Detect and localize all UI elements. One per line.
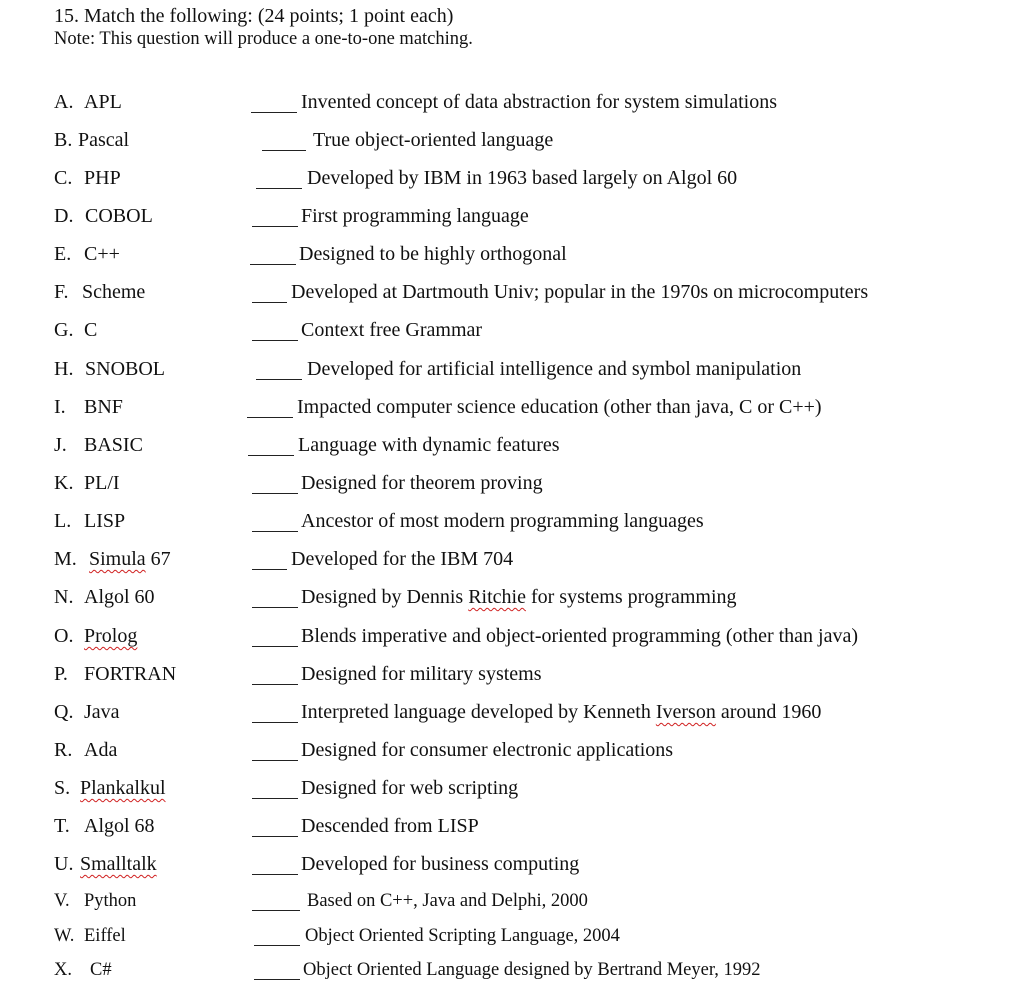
definition-text: Designed for military systems <box>301 663 542 685</box>
term-name <box>84 395 123 419</box>
term-letter: N. <box>54 586 74 608</box>
term-letter: M. <box>54 548 77 570</box>
definition-text: Context free Grammar <box>301 319 483 341</box>
term-name-text: Prolog <box>84 625 138 647</box>
answer-blank[interactable] <box>247 417 293 418</box>
term-name-text: PHP <box>84 167 121 189</box>
definition-text: Based on C++, Java and Delphi, 2000 <box>307 891 588 911</box>
term-name-text: Plankalkul <box>80 777 166 799</box>
term-name <box>84 624 137 648</box>
definition-text: Designed to be highly orthogonal <box>299 243 567 265</box>
term-name-text: C <box>84 319 98 341</box>
answer-blank[interactable] <box>252 910 300 911</box>
answer-blank[interactable] <box>252 302 287 303</box>
term-name-text: Java <box>84 701 120 723</box>
term-name <box>84 700 120 724</box>
term-name <box>90 958 112 982</box>
term-letter: B. <box>54 129 73 151</box>
answer-blank[interactable] <box>252 684 298 685</box>
definition-text: Developed for the IBM 704 <box>291 548 514 570</box>
answer-blank[interactable] <box>252 569 287 570</box>
term-name-text: Python <box>84 891 137 911</box>
term-name-text: Eiffel <box>84 926 126 946</box>
term-letter: V. <box>54 891 70 911</box>
definition-post: around 1960 <box>715 701 822 723</box>
term-letter: Q. <box>54 701 74 723</box>
question-note: Note: This question will produce a one-to-one matching. <box>54 29 473 49</box>
term-letter: I. <box>54 396 66 418</box>
term-letter: D. <box>54 205 74 227</box>
term-letter: K. <box>54 472 74 494</box>
term-name-text: APL <box>84 91 122 113</box>
question-title: 15. Match the following: (24 points; 1 point each) <box>54 5 454 27</box>
term-name <box>85 204 153 228</box>
definition-text: Language with dynamic features <box>298 434 560 456</box>
definition-pre: Interpreted language developed by Kenneth <box>301 701 656 723</box>
term-name-text: SNOBOL <box>85 358 166 380</box>
term-name-text: Ada <box>84 739 118 761</box>
term-name <box>84 738 117 762</box>
term-name <box>78 128 129 152</box>
term-name-text: Smalltalk <box>80 853 157 875</box>
term-name <box>84 585 155 609</box>
term-name-text: Scheme <box>82 281 146 303</box>
answer-blank[interactable] <box>252 340 298 341</box>
answer-blank[interactable] <box>254 945 300 946</box>
definition-text: True object-oriented language <box>313 129 554 151</box>
answer-blank[interactable] <box>252 874 298 875</box>
answer-blank[interactable] <box>252 798 298 799</box>
definition-text: Object Oriented Language designed by Bertrand Meyer, 1992 <box>303 960 761 980</box>
term-letter: A. <box>54 91 74 113</box>
term-letter: X. <box>54 960 72 980</box>
term-name <box>84 889 136 913</box>
term-name <box>84 509 125 533</box>
definition-text: Developed for business computing <box>301 853 580 875</box>
answer-blank[interactable] <box>254 979 300 980</box>
term-name <box>89 547 171 571</box>
term-name-text: LISP <box>84 510 126 532</box>
term-name <box>84 433 143 457</box>
definition-text: Blends imperative and object-oriented programming (other than java) <box>301 625 859 647</box>
answer-blank[interactable] <box>252 760 298 761</box>
answer-blank[interactable] <box>256 379 302 380</box>
definition-text: Object Oriented Scripting Language, 2004 <box>305 926 620 946</box>
definition-text: Designed for web scripting <box>301 777 519 799</box>
definition-name: Iverson <box>655 701 716 723</box>
term-letter: U. <box>54 853 74 875</box>
definition-pre: Designed by Dennis <box>301 586 469 608</box>
term-name <box>84 166 121 190</box>
answer-blank[interactable] <box>252 836 298 837</box>
term-name-suffix: 67 <box>145 548 171 570</box>
term-name-text: Algol 68 <box>84 815 155 837</box>
term-letter: H. <box>54 358 74 380</box>
definition-text <box>301 585 737 609</box>
definition-text: Designed for consumer electronic applications <box>301 739 674 761</box>
definition-text: Invented concept of data abstraction for system simulations <box>301 91 777 113</box>
term-letter: E. <box>54 243 72 265</box>
definition-text: Impacted computer science education (other than java, C or C++) <box>297 396 822 418</box>
definition-text: Developed for artificial intelligence and symbol manipulation <box>307 358 802 380</box>
term-name <box>84 90 122 114</box>
term-name <box>80 776 166 800</box>
answer-blank[interactable] <box>251 112 297 113</box>
term-name <box>84 242 120 266</box>
term-letter: S. <box>54 777 71 799</box>
term-name-text: BNF <box>84 396 123 418</box>
definition-post: for systems programming <box>525 586 737 608</box>
term-name <box>84 318 97 342</box>
term-letter: G. <box>54 319 74 341</box>
definition-name: Ritchie <box>468 586 526 608</box>
definition-text: First programming language <box>301 205 529 227</box>
term-name-text: BASIC <box>84 434 143 456</box>
definition-text: Designed for theorem proving <box>301 472 543 494</box>
term-name <box>80 852 157 876</box>
term-name-text: Algol 60 <box>84 586 155 608</box>
term-letter: W. <box>54 926 75 946</box>
definition-text: Developed at Dartmouth Univ; popular in the 1970s on microcomputers <box>291 281 869 303</box>
term-name-text: C# <box>90 960 112 980</box>
term-letter: O. <box>54 625 74 647</box>
definition-text: Developed by IBM in 1963 based largely on Algol 60 <box>307 167 738 189</box>
answer-blank[interactable] <box>252 531 298 532</box>
term-name <box>85 357 165 381</box>
term-name-text: COBOL <box>85 205 153 227</box>
answer-blank[interactable] <box>248 455 294 456</box>
definition-text: Descended from LISP <box>301 815 479 837</box>
term-letter: T. <box>54 815 70 837</box>
term-name-text: PL/I <box>84 472 120 494</box>
term-name <box>82 280 145 304</box>
term-name <box>84 814 155 838</box>
answer-blank[interactable] <box>256 188 302 189</box>
term-letter: F. <box>54 281 69 303</box>
answer-blank[interactable] <box>252 493 298 494</box>
definition-text <box>301 700 821 724</box>
term-letter: C. <box>54 167 73 189</box>
term-name-text: FORTRAN <box>84 663 177 685</box>
term-name-text: Simula <box>89 548 146 570</box>
term-name <box>84 471 120 495</box>
answer-blank[interactable] <box>252 226 298 227</box>
term-name-text: C++ <box>84 243 120 265</box>
term-name-text: Pascal <box>78 129 130 151</box>
answer-blank[interactable] <box>252 607 298 608</box>
answer-blank[interactable] <box>252 722 298 723</box>
answer-blank[interactable] <box>250 264 296 265</box>
term-letter: P. <box>54 663 68 685</box>
definition-text: Ancestor of most modern programming languages <box>301 510 704 532</box>
term-letter: R. <box>54 739 73 761</box>
answer-blank[interactable] <box>252 646 298 647</box>
term-name <box>84 662 176 686</box>
term-letter: L. <box>54 510 72 532</box>
term-letter: J. <box>54 434 67 456</box>
answer-blank[interactable] <box>262 150 306 151</box>
term-name <box>84 924 126 948</box>
question-header <box>54 4 473 50</box>
